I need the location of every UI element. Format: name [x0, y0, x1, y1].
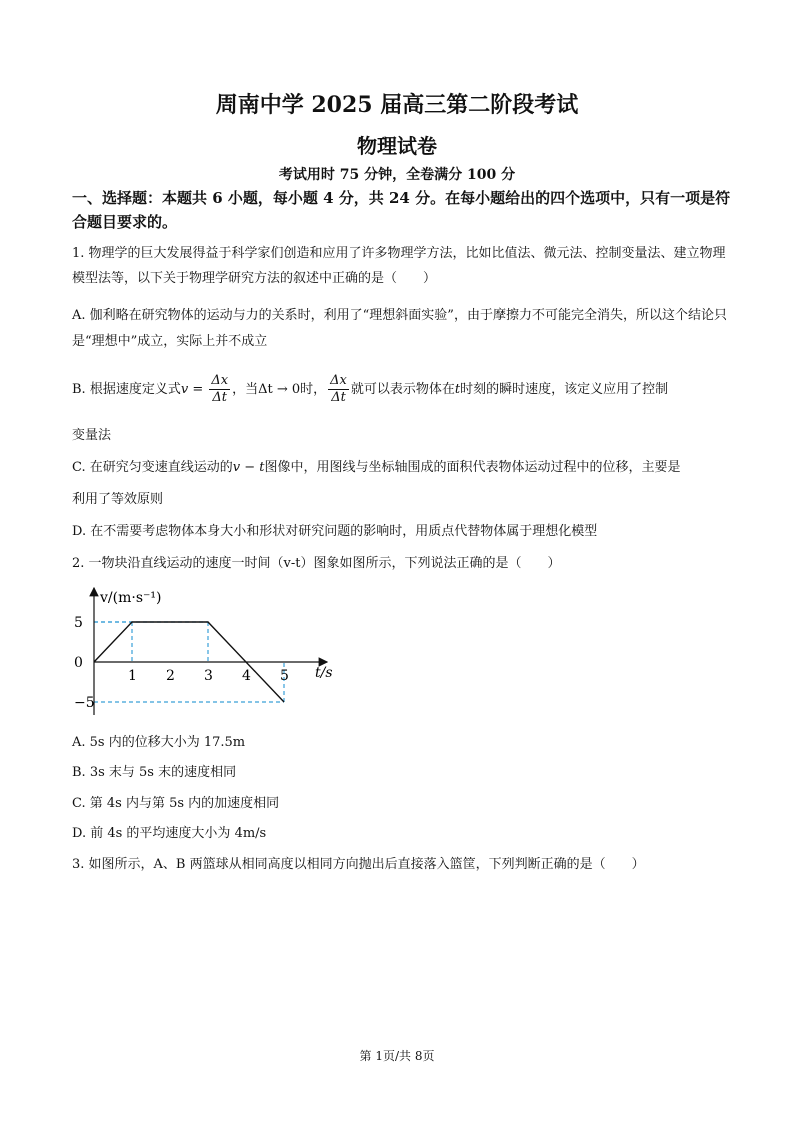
vt-chart: [72, 580, 342, 720]
y-tick-2: −5: [74, 695, 95, 711]
q1-b-text4: 就可以表示物体在: [350, 382, 455, 397]
q1-b-fraction: [209, 373, 230, 406]
q1-stem: 1. 物理学的巨大发展得益于科学家们创造和应用了许多物理学方法，比如比值法、微元法、控制变量法、建立物理模型法等，以下关于物理学研究方法的叙述中正确的是（ ）: [72, 246, 726, 286]
y-tick-1: 0: [74, 655, 83, 671]
y-axis-label: v/(m·s⁻¹): [100, 590, 162, 606]
x-axis-label: t/s: [315, 665, 333, 681]
q1-c-vt: v − t: [232, 460, 265, 475]
page-footer: 第 1页/共 8页: [359, 1049, 435, 1063]
subject-title: 物理试卷: [357, 134, 437, 158]
q1-b-text3: 时，: [300, 382, 327, 397]
q1-b-frac2-den: Δt: [331, 390, 346, 405]
q1-option-b-line2: 变量法: [72, 428, 112, 443]
q1-b-frac-num: Δx: [211, 373, 229, 388]
section-heading: 一、选择题：本题共 6 小题，每小题 4 分，共 24 分。在每小题给出的四个选项中，只有一项是符合题目要求的。: [72, 189, 731, 231]
x-tick-5: 5: [280, 668, 289, 684]
q1-b-text2: ，当: [232, 382, 259, 397]
q1-b-eq: =: [188, 382, 208, 397]
q1-c-text1: C. 在研究匀变速直线运动的: [72, 460, 233, 475]
exam-info: 考试用时 75 分钟，全卷满分 100 分: [278, 167, 516, 183]
q1-option-a: A. 伽利略在研究物体的运动与力的关系时，利用了“理想斜面实验”，由于摩擦力不可能完全消失，所以这个结论只是“理想中”成立，实际上并不成立: [72, 308, 727, 349]
school-title: 周南中学 2025 届高三第二阶段考试: [215, 92, 579, 118]
q1-b-t: t: [454, 382, 461, 397]
q1-c-text2: 图像中，用图线与坐标轴围成的面积代表物体运动过程中的位移，主要是: [264, 460, 681, 475]
q1-option-b: [72, 372, 732, 408]
x-tick-1: 1: [128, 668, 137, 684]
q2-stem: 2. 一物块沿直线运动的速度一时间（v-t）图象如图所示，下列说法正确的是（ ）: [72, 556, 561, 571]
x-tick-4: 4: [242, 668, 251, 684]
y-tick-0: 5: [74, 615, 83, 631]
q1-b-fraction-2: [328, 373, 349, 406]
q2-option-a: A. 5s 内的位移大小为 17.5m: [72, 735, 246, 750]
q1-option-c: [72, 460, 732, 475]
x-tick-2: 2: [166, 668, 175, 684]
x-tick-3: 3: [204, 668, 213, 684]
q1-option-d: D. 在不需要考虑物体本身大小和形状对研究问题的影响时，用质点代替物体属于理想化模型: [72, 524, 598, 539]
q1-b-text1: B. 根据速度定义式: [72, 382, 181, 397]
q1-b-text5: 时刻的瞬时速度，该定义应用了控制: [460, 382, 669, 397]
q3-stem: 3. 如图所示，A、B 两篮球从相同高度以相同方向抛出后直接落入篮筐，下列判断正确的是（ ）: [72, 857, 645, 872]
q1-b-v: v: [180, 382, 189, 397]
q2-option-b: B. 3s 末与 5s 末的速度相同: [72, 765, 237, 780]
q1-option-c-line2: 利用了等效原则: [72, 492, 164, 507]
q1-b-limit: Δt → 0: [258, 382, 301, 397]
q1-b-frac2-num: Δx: [330, 373, 347, 388]
y-tick-labels: [74, 615, 95, 711]
q2-option-d: D. 前 4s 的平均速度大小为 4m/s: [72, 826, 267, 841]
q1-b-frac-den: Δt: [212, 390, 228, 405]
q2-option-c: C. 第 4s 内与第 5s 内的加速度相同: [72, 796, 280, 811]
